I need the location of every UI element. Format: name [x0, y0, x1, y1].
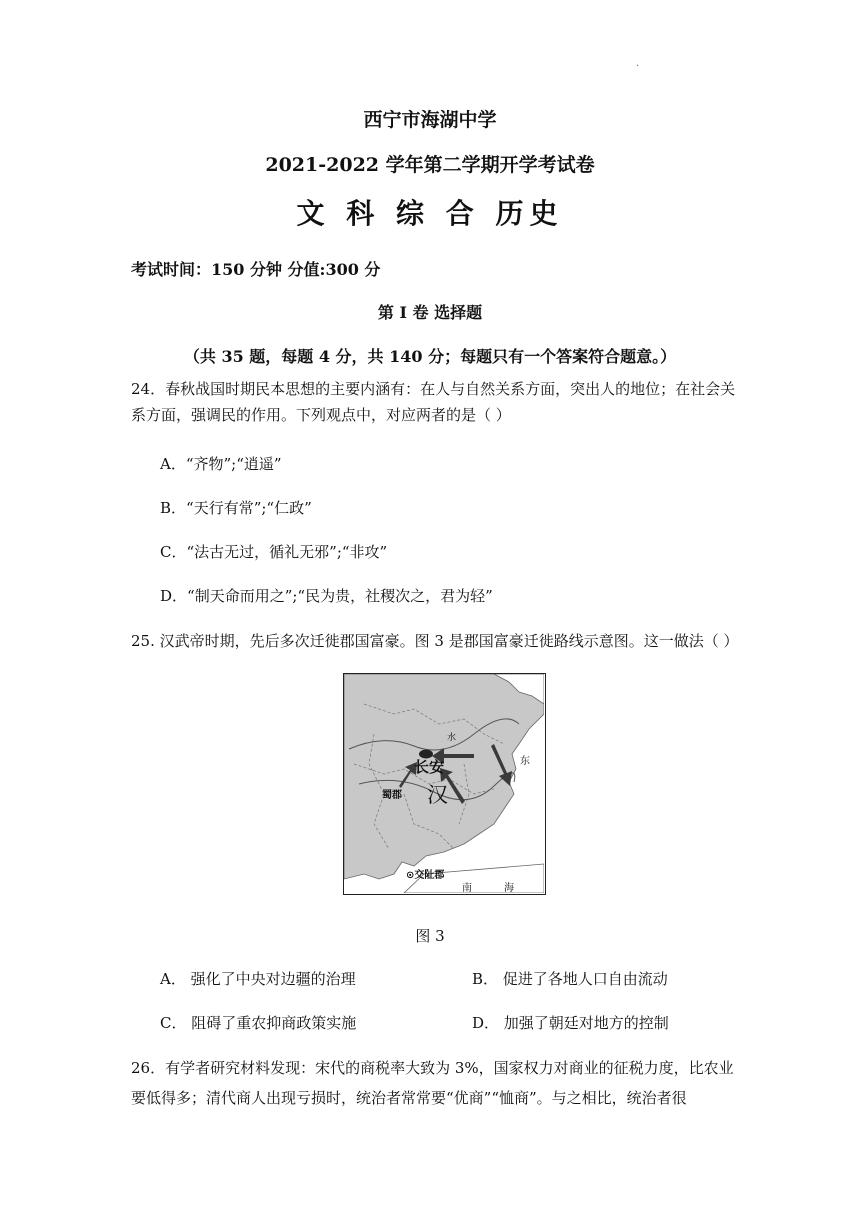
map-label-han: 汉 [427, 783, 448, 807]
question-24-option-c: C．“法古无过，循礼无邪”;“非攻” [160, 543, 388, 561]
question-24-option-a: A．“齐物”;“逍遥” [160, 455, 282, 473]
question-26-stem: 26．有学者研究材料发现：宋代的商税率大致为 3%，国家权力对商业的征税力度，比农业要低得多；清代商人出现亏损时，统治者常常要“优商”“恤商”。与之相比，统治者很 [131, 1059, 734, 1107]
han-migration-map [343, 673, 546, 895]
subject-title: 文 科 综 合 历史 [296, 197, 564, 230]
section-note: （共 35 题，每题 4 分，共 140 分；每题只有一个答案符合题意。） [183, 347, 677, 366]
figure-caption: 图 3 [415, 927, 445, 945]
map-label-changan: 长安 [414, 758, 445, 776]
map-label-jiaozhi: ⊙交阯郡 [406, 870, 445, 881]
question-24-option-b: B．“天行有常”;“仁政” [160, 499, 312, 517]
map-label-shui: 水 [447, 733, 457, 743]
section-title: 第 I 卷 选择题 [377, 303, 483, 322]
map-label-shu: 蜀郡 [382, 790, 402, 801]
school-name: 西宁市海湖中学 [363, 109, 497, 131]
question-25-option-d: D． 加强了朝廷对地方的控制 [472, 1014, 669, 1032]
map-label-nan: 南 [462, 883, 472, 894]
map-label-hai: 海 [504, 883, 514, 894]
question-25-option-b: B． 促进了各地人口自由流动 [472, 970, 668, 988]
question-24-option-d: D．“制天命而用之”;“民为贵，社稷次之，君为轻” [160, 587, 493, 605]
exam-info: 考试时间：150 分钟 分值:300 分 [131, 260, 381, 279]
map-label-dong: 东 [520, 756, 530, 767]
question-25-option-a: A． 强化了中央对边疆的治理 [160, 970, 356, 988]
question-24-stem: 24．春秋战国时期民本思想的主要内涵有：在人与自然关系方面，突出人的地位；在社会关系方面，强调民的作用。下列观点中，对应两者的是（ ） [131, 380, 736, 424]
question-25-stem: 25. 汉武帝时期，先后多次迁徙郡国富豪。图 3 是郡国富豪迁徙路线示意图。这一做法（ ） [131, 632, 739, 650]
exam-term: 2021-2022 学年第二学期开学考试卷 [265, 154, 595, 176]
question-25-option-c: C． 阻碍了重农抑商政策实施 [160, 1014, 357, 1032]
corner-mark: . [636, 58, 640, 69]
